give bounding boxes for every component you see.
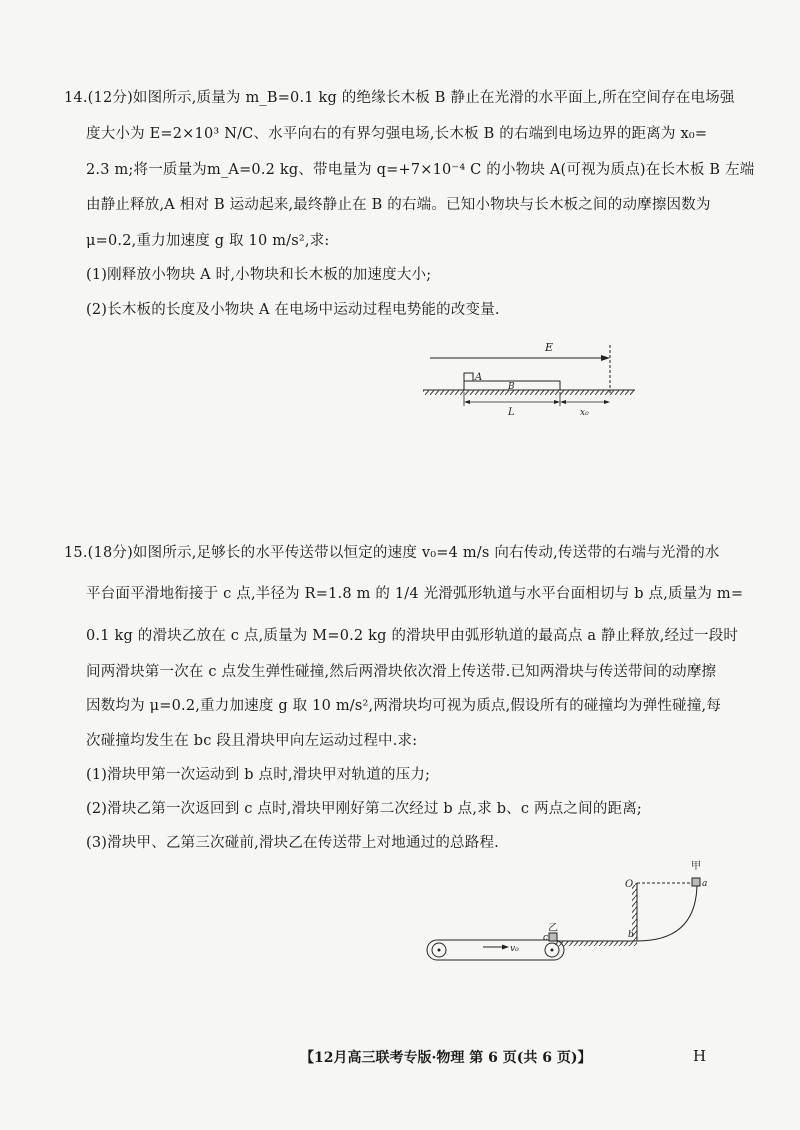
block-yi: [549, 933, 557, 941]
q14-line-6: (1)刚释放小物块 A 时,小物块和长木板的加速度大小;: [86, 267, 432, 283]
version-letter: H: [693, 1047, 707, 1065]
q15-line-9: (3)滑块甲、乙第三次碰前,滑块乙在传送带上对地通过的总路程.: [86, 835, 499, 851]
block-A: [464, 373, 473, 381]
label-O: O: [625, 879, 634, 890]
label-L: L: [508, 407, 515, 418]
label-yi: 乙: [548, 923, 558, 934]
label-b: b: [628, 930, 634, 940]
label-x0: x₀: [580, 408, 589, 418]
q14-line-1: 14.(12分)如图所示,质量为 m_B=0.1 kg 的绝缘长木板 B 静止在光滑的水平面上,所在空间存在电场强: [64, 90, 735, 106]
q15-line-5: 因数均为 μ=0.2,重力加速度 g 取 10 m/s²,两滑块均可视为质点,假设所有的碰撞均为弹性碰撞,每: [86, 698, 722, 714]
q14-line-3: 2.3 m;将一质量为m_A=0.2 kg、带电量为 q=+7×10⁻⁴ C 的小物块 A(可视为质点)在长木板 B 左端: [86, 162, 755, 178]
q15-line-8: (2)滑块乙第一次返回到 c 点时,滑块甲刚好第二次经过 b 点,求 b、c 两点之间的距离;: [86, 801, 643, 817]
page-footer: 【12月高三联考专版·物理 第 6 页(共 6 页)】: [300, 1050, 592, 1066]
q15-line-7: (1)滑块甲第一次运动到 b 点时,滑块甲对轨道的压力;: [86, 767, 431, 783]
label-v0: v₀: [510, 944, 519, 954]
q14-line-7: (2)长木板的长度及小物块 A 在电场中运动过程电势能的改变量.: [86, 302, 500, 318]
label-E: E: [545, 341, 554, 354]
q15-diagram: [425, 855, 725, 970]
q15-line-4: 间两滑块第一次在 c 点发生弹性碰撞,然后两滑块依次滑上传送带.已知两滑块与传送带间的动摩擦: [86, 664, 717, 680]
q14-line-5: μ=0.2,重力加速度 g 取 10 m/s²,求:: [86, 233, 330, 249]
field-arrow-head: [601, 355, 610, 361]
q15-line-2: 平台面平滑地衔接于 c 点,半径为 R=1.8 m 的 1/4 光滑弧形轨道与水平台面相切与 b 点,质量为 m=: [86, 586, 744, 602]
label-a: a: [702, 879, 708, 889]
arc-track: [637, 883, 697, 941]
q14-line-4: 由静止释放,A 相对 B 运动起来,最终静止在 B 的右端。已知小物块与长木板之间的动摩擦因数为: [86, 197, 711, 213]
q15-line-6: 次碰撞均发生在 bc 段且滑块甲向左运动过程中.求:: [86, 733, 418, 749]
q14-line-2: 度大小为 E=2×10³ N/C、水平向右的有界匀强电场,长木板 B 的右端到电场边界的距离为 x₀=: [86, 126, 708, 142]
ground-hatch: [423, 390, 635, 395]
label-jia: 甲: [691, 861, 701, 872]
q14-diagram: [420, 335, 640, 420]
platform-hatch: [555, 941, 637, 946]
q15-line-1: 15.(18分)如图所示,足够长的水平传送带以恒定的速度 v₀=4 m/s 向右传动,传送带的右端与光滑的水: [64, 545, 720, 561]
label-B: B: [508, 382, 515, 392]
block-jia: [692, 878, 700, 886]
label-c: c: [543, 933, 549, 943]
label-A: A: [475, 372, 483, 383]
q15-line-3: 0.1 kg 的滑块乙放在 c 点,质量为 M=0.2 kg 的滑块甲由弧形轨道的最高点 a 静止释放,经过一段时: [86, 628, 739, 644]
